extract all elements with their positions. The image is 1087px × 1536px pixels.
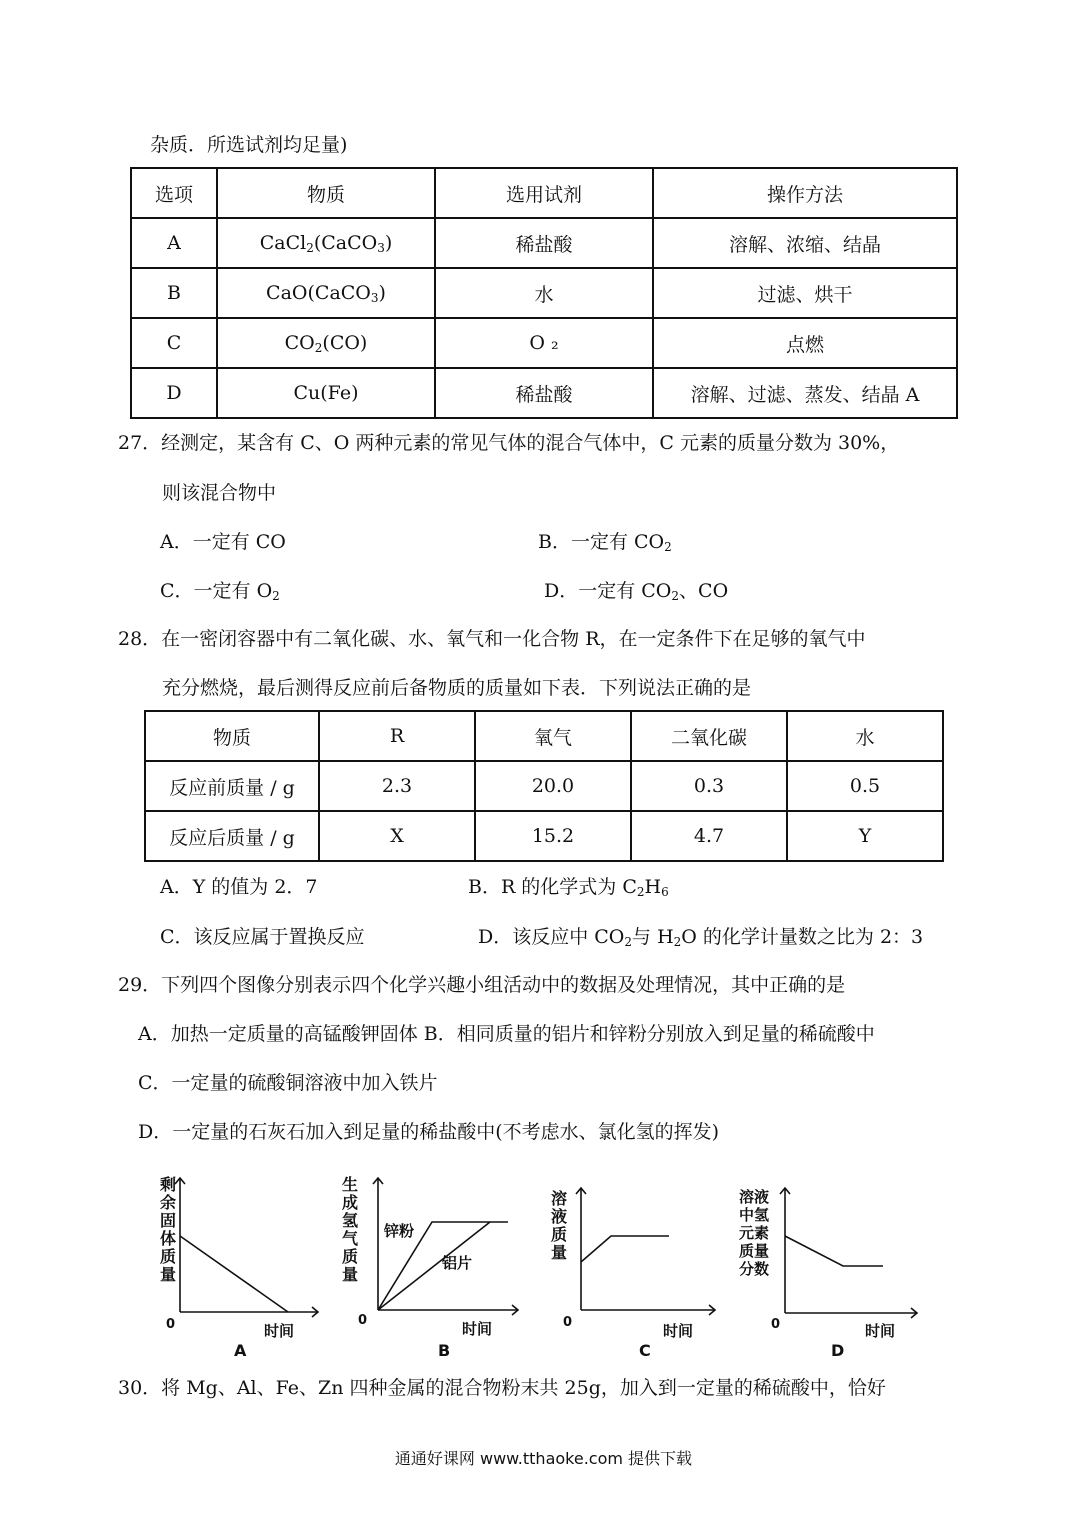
svg-text:量: 量 <box>551 1243 568 1262</box>
svg-text:溶: 溶 <box>551 1189 568 1208</box>
q28-option-c: C．该反应属于置换反应 <box>160 926 365 948</box>
svg-text:液: 液 <box>551 1207 568 1226</box>
origin-label: 0 <box>563 1315 573 1330</box>
table-row <box>131 318 957 368</box>
q28-option-a: A．Y 的值为 2．7 <box>160 876 318 898</box>
impurity-table <box>130 167 958 419</box>
q29-option-c: C．一定量的硫酸铜溶液中加入铁片 <box>138 1072 438 1094</box>
table-cell: X <box>319 811 475 861</box>
svg-text:余: 余 <box>160 1193 177 1212</box>
reagent-cell: 稀盐酸 <box>435 368 653 418</box>
q27-option-a: A．一定有 CO <box>160 531 286 553</box>
series-label-aluminum: 铝片 <box>442 1254 473 1272</box>
substance-cell: Cu(Fe) <box>217 368 435 418</box>
q28-stem-line1: 28．在一密闭容器中有二氧化碳、水、氧气和一化合物 R，在一定条件下在足够的氧气中 <box>118 628 866 650</box>
graph-c-line <box>581 1236 669 1262</box>
table-header-cell: 选项 <box>131 168 217 218</box>
origin-label: 0 <box>166 1317 176 1332</box>
intro-line: 杂质．所选试剂均足量) <box>150 134 348 156</box>
svg-text:体: 体 <box>160 1229 177 1248</box>
graph-caption: C <box>639 1341 651 1360</box>
table-row <box>131 268 957 318</box>
svg-text:成: 成 <box>342 1193 359 1212</box>
table-header-cell: 选用试剂 <box>435 168 653 218</box>
svg-text:量: 量 <box>160 1265 177 1284</box>
option-cell: D <box>131 368 217 418</box>
table-cell: Y <box>787 811 943 861</box>
series-label-zinc: 锌粉 <box>384 1222 415 1240</box>
x-axis-label: 时间 <box>264 1322 295 1340</box>
svg-text:固: 固 <box>160 1211 177 1230</box>
q29-stem: 29．下列四个图像分别表示四个化学兴趣小组活动中的数据及处理情况，其中正确的是 <box>118 974 846 996</box>
graph-c <box>545 1170 725 1365</box>
table-cell: 4.7 <box>631 811 787 861</box>
svg-text:质: 质 <box>342 1247 359 1266</box>
table-header-cell: R <box>319 711 475 761</box>
graph-b <box>340 1170 530 1365</box>
svg-text:量: 量 <box>342 1265 359 1284</box>
graph-b-y-label <box>342 1175 359 1284</box>
reagent-cell: O ₂ <box>435 318 653 368</box>
option-cell: A <box>131 218 217 268</box>
svg-text:溶液: 溶液 <box>739 1188 770 1206</box>
origin-label: 0 <box>771 1317 781 1332</box>
table-cell: 15.2 <box>475 811 631 861</box>
method-cell: 点燃 <box>653 318 957 368</box>
svg-text:元素: 元素 <box>739 1224 770 1242</box>
q28-option-b: B．R 的化学式为 $C_2H_6$ <box>468 876 669 899</box>
table-cell: 反应后质量 / g <box>145 811 319 861</box>
table-row <box>145 811 943 861</box>
q27-option-c: C．一定有 $O_2$ <box>160 580 280 603</box>
reagent-cell: 水 <box>435 268 653 318</box>
graph-d-line <box>785 1236 883 1266</box>
table-header-cell: 二氧化碳 <box>631 711 787 761</box>
table-row <box>145 761 943 811</box>
graph-a-y-label <box>160 1175 176 1284</box>
svg-text:分数: 分数 <box>739 1260 770 1278</box>
graph-caption: A <box>234 1341 247 1360</box>
svg-text:中氢: 中氢 <box>739 1206 770 1224</box>
option-cell: B <box>131 268 217 318</box>
method-cell: 溶解、过滤、蒸发、结晶 A <box>653 368 957 418</box>
q27-stem-line1: 27．经测定，某含有 C、O 两种元素的常见气体的混合气体中，C 元素的质量分数为 30%， <box>118 432 900 454</box>
svg-text:氢: 氢 <box>342 1211 359 1230</box>
table-header-cell: 氧气 <box>475 711 631 761</box>
q28-stem-line2: 充分燃烧，最后测得反应前后备物质的质量如下表．下列说法正确的是 <box>162 677 752 699</box>
q27-option-b: B．一定有 $CO_2$ <box>538 531 672 554</box>
svg-text:气: 气 <box>342 1229 359 1248</box>
graph-caption: D <box>831 1341 845 1360</box>
table-header-row <box>131 168 957 218</box>
mass-table <box>144 710 944 862</box>
svg-text:质: 质 <box>160 1247 177 1266</box>
table-cell: 2.3 <box>319 761 475 811</box>
substance-cell: CaO(CaCO$_3$) <box>217 268 435 318</box>
table-header-cell: 物质 <box>217 168 435 218</box>
x-axis-label: 时间 <box>865 1322 896 1340</box>
graph-d-y-label <box>739 1188 769 1278</box>
x-axis-label: 时间 <box>663 1322 694 1340</box>
graph-a <box>140 1170 340 1365</box>
table-cell: 20.0 <box>475 761 631 811</box>
table-cell: 0.5 <box>787 761 943 811</box>
q29-options-a-b: A．加热一定质量的高锰酸钾固体 B．相同质量的铝片和锌粉分别放入到足量的稀硫酸中 <box>138 1023 875 1045</box>
footer-credit: 通通好课网 www.tthaoke.com 提供下载 <box>394 1449 693 1468</box>
svg-text:质: 质 <box>551 1225 568 1244</box>
origin-label: 0 <box>358 1313 368 1328</box>
q30-stem: 30．将 Mg、Al、Fe、Zn 四种金属的混合物粉末共 25g，加入到一定量的稀硫酸中，恰好 <box>118 1377 886 1399</box>
table-cell: 反应前质量 / g <box>145 761 319 811</box>
graph-a-line <box>180 1236 288 1312</box>
graph-caption: B <box>438 1341 451 1360</box>
table-header-cell: 水 <box>787 711 943 761</box>
svg-text:质量: 质量 <box>739 1242 770 1260</box>
graph-d <box>735 1170 930 1365</box>
table-row <box>131 368 957 418</box>
svg-text:剩: 剩 <box>160 1175 177 1194</box>
table-row <box>131 218 957 268</box>
table-cell: 0.3 <box>631 761 787 811</box>
substance-cell: $CO_2(CO)$ <box>217 318 435 368</box>
graph-c-y-label <box>551 1189 567 1262</box>
table-header-row <box>145 711 943 761</box>
substance-cell: CaCl$_2$(CaCO$_3$) <box>217 218 435 268</box>
x-axis-label: 时间 <box>462 1320 493 1338</box>
q27-option-d: D．一定有 $CO_2$、CO <box>544 580 729 603</box>
q27-stem-line2: 则该混合物中 <box>162 482 277 504</box>
q29-option-d: D．一定量的石灰石加入到足量的稀盐酸中(不考虑水、氯化氢的挥发) <box>138 1121 720 1143</box>
reagent-cell: 稀盐酸 <box>435 218 653 268</box>
q28-option-d: D．该反应中 $CO_2$与 $H_2O$ 的化学计量数之比为 2：3 <box>478 926 924 949</box>
method-cell: 溶解、浓缩、结晶 <box>653 218 957 268</box>
option-cell: C <box>131 318 217 368</box>
table-header-cell: 操作方法 <box>653 168 957 218</box>
method-cell: 过滤、烘干 <box>653 268 957 318</box>
svg-text:生: 生 <box>342 1175 359 1194</box>
table-header-cell: 物质 <box>145 711 319 761</box>
